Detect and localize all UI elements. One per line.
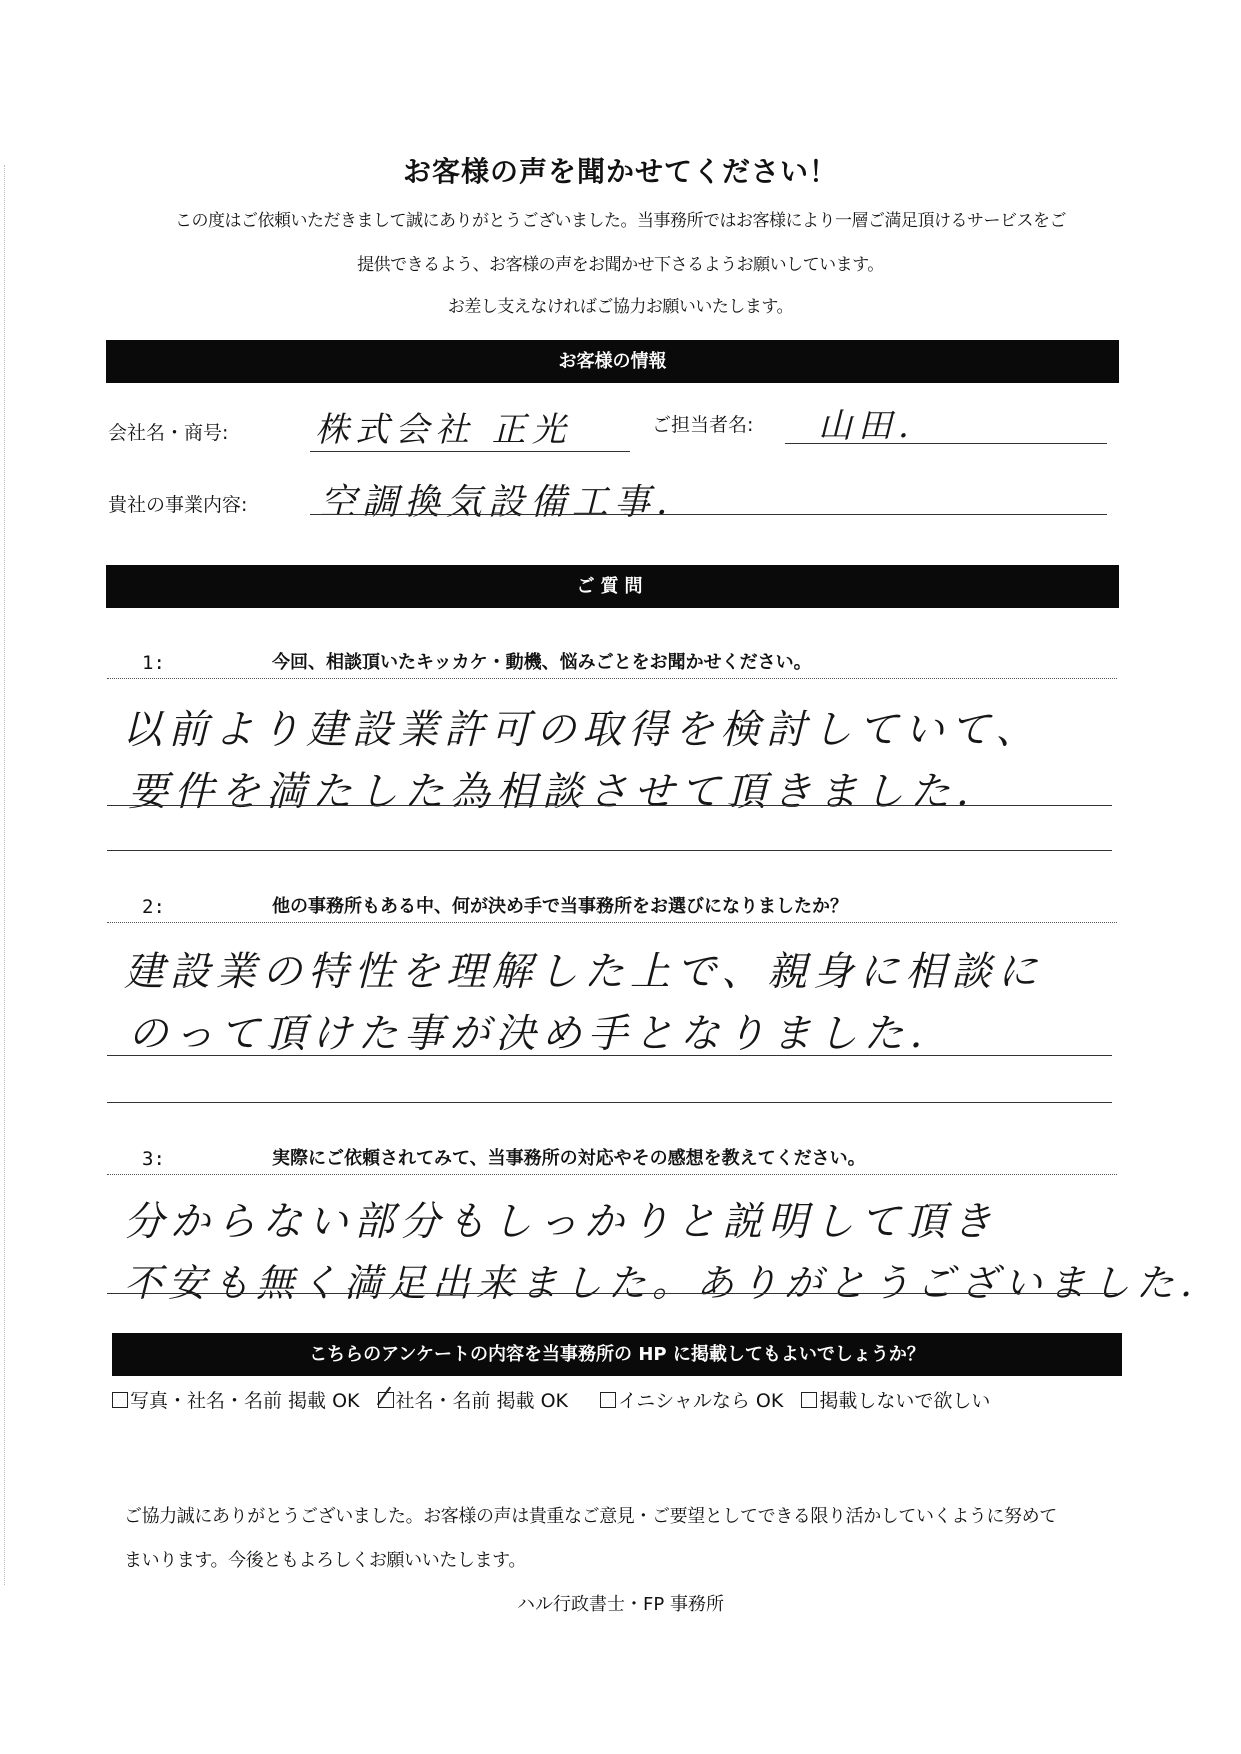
option-initials[interactable] [600, 1386, 783, 1413]
checkbox-icon[interactable] [801, 1392, 817, 1408]
option-do-not-publish[interactable] [801, 1386, 990, 1413]
option-label: 掲載しないで欲しい [819, 1390, 991, 1412]
answer-1-underline-1 [107, 805, 1112, 806]
contact-field[interactable]: 山田. [818, 406, 915, 446]
question-1-text: 今回、相談頂いたキッカケ・動機、悩みごとをお聞かせください。 [272, 652, 812, 673]
contact-label: ご担当者名: [652, 414, 754, 436]
question-3-separator [107, 1174, 1117, 1175]
answer-3-line-2[interactable]: 不安も無く満足出来ました。ありがとうございました. [124, 1261, 1199, 1305]
thanks-line-2: まいります。今後ともよろしくお願いいたします。 [124, 1550, 526, 1571]
publish-header: こちらのアンケートの内容を当事務所の HP に掲載してもよいでしょうか？ [112, 1333, 1122, 1376]
customer-info-header: お客様の情報 [106, 340, 1119, 383]
question-3-text: 実際にご依頼されてみて、当事務所の対応やその感想を教えてください。 [272, 1148, 866, 1169]
contact-underline [785, 443, 1107, 444]
option-photo-company-name[interactable] [112, 1386, 360, 1413]
company-label: 会社名・商号: [108, 422, 229, 444]
question-2-text: 他の事務所もある中、何が決め手で当事務所をお選びになりましたか？ [272, 896, 848, 917]
intro-line-1: この度はご依頼いただきまして誠にありがとうございました。当事務所ではお客様により一層ご満足頂けるサービスをご [175, 211, 1066, 231]
question-1-number: 1: [142, 652, 165, 674]
answer-2-underline-2 [107, 1102, 1112, 1103]
intro-line-2: 提供できるよう、お客様の声をお聞かせ下さるようお願いしています。 [357, 255, 884, 275]
thanks-line-1: ご協力誠にありがとうございました。お客様の声は貴重なご意見・ご要望としてできる限り活かしていくように努めて [124, 1506, 1057, 1527]
intro-line-3: お差し支えなければご協力お願いいたします。 [447, 297, 794, 317]
answer-2-line-1[interactable]: 建設業の特性を理解した上で、親身に相談に [124, 949, 1044, 995]
option-label: 写真・社名・名前 掲載 OK [130, 1390, 360, 1412]
option-label: イニシャルなら OK [618, 1390, 784, 1412]
question-3-number: 3: [142, 1148, 165, 1170]
question-1-separator [107, 678, 1117, 679]
answer-1-line-1[interactable]: 以前より建設業許可の取得を検討していて、 [122, 707, 1042, 753]
option-company-name[interactable] [378, 1386, 569, 1413]
answer-1-underline-2 [107, 850, 1112, 851]
business-label: 貴社の事業内容: [108, 494, 248, 516]
answer-3-line-1[interactable]: 分からない部分もしっかりと説明して頂き [124, 1199, 998, 1245]
company-underline [310, 451, 630, 452]
questions-header: ご質問 [106, 565, 1119, 608]
checkbox-icon[interactable] [600, 1392, 616, 1408]
business-underline [310, 514, 1107, 515]
page-title: お客様の声を聞かせてください！ [402, 155, 838, 188]
checkbox-checked-icon[interactable] [378, 1392, 394, 1408]
scan-edge-mark [4, 165, 5, 1585]
question-2-number: 2: [142, 896, 165, 918]
publish-options [112, 1386, 990, 1413]
answer-1-line-2[interactable]: 要件を満たした為相談させて頂きました. [128, 769, 975, 815]
question-2-separator [107, 922, 1117, 923]
company-field[interactable]: 株式会社 正光 [315, 410, 572, 450]
option-label: 社名・名前 掲載 OK [395, 1390, 568, 1412]
checkbox-icon[interactable] [112, 1392, 128, 1408]
answer-3-underline [107, 1293, 1117, 1294]
answer-2-underline-1 [107, 1055, 1112, 1056]
office-name: ハル行政書士・FP 事務所 [517, 1594, 724, 1615]
business-field[interactable]: 空調換気設備工事. [320, 482, 674, 523]
answer-2-line-2[interactable]: のって頂けた事が決め手となりました. [128, 1011, 929, 1057]
